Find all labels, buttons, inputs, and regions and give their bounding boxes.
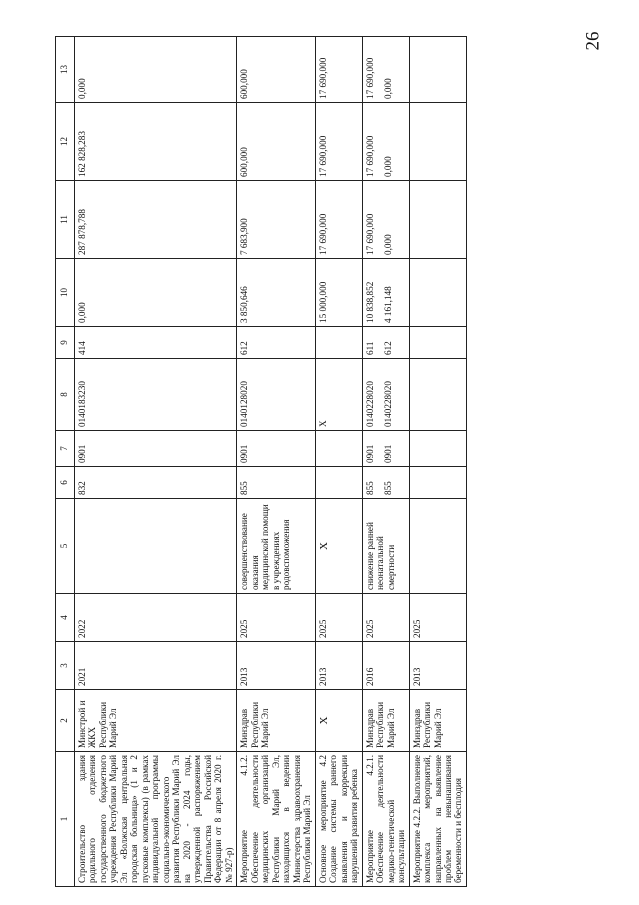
amount-col-11-line: 7 683,900 [239, 218, 250, 255]
budget-code-vr-line: 611 [364, 341, 375, 355]
page-number: 26 [582, 31, 604, 51]
amount-col-11 [75, 181, 237, 259]
amount-col-12 [237, 103, 315, 181]
amount-col-10-line: 4 161,148 [383, 286, 394, 323]
budget-code-rzpr-line [318, 434, 328, 463]
amount-col-10 [237, 259, 315, 327]
budget-code-vr-line [412, 330, 422, 355]
activity-name: Основное мероприятие 4.2 Создание системы раннего выявления и коррекции нарушений развития ребенка [315, 752, 362, 887]
amount-col-10 [315, 259, 362, 327]
budget-code-vr [237, 327, 315, 359]
column-number-row [56, 37, 75, 887]
end-year: 2025 [315, 594, 362, 642]
budget-code-vr [362, 327, 409, 359]
budget-code-csr-line: 0140128020 [239, 381, 250, 427]
amount-col-13-line: 0,000 [77, 78, 87, 99]
amount-col-12 [409, 103, 466, 181]
budget-code-csr-line: 0140183230 [77, 381, 87, 427]
table-body [75, 37, 467, 887]
table-row [315, 37, 362, 887]
activity-name: Строительство здания родильного отделения государственного бюджетного учреждения Республики Марий Эл «Волжская центральная городская больница» (1 и 2 пусковые комплексы) (в рамках индивидуальной программы социально-экономического развития Республики Марий Эл на 2020 - 2024 годы, утвержденной распоряжением Правительства Российской Федерации от 8 апреля 2020 г. № 927-р) [75, 752, 237, 887]
budget-code-rzpr-line [412, 434, 422, 463]
amount-col-13 [315, 37, 362, 103]
table-row [409, 37, 466, 887]
budget-code-grbs [362, 467, 409, 499]
amount-col-12-line: 600,000 [239, 147, 250, 177]
amount-col-11-line: 17 690,000 [364, 213, 375, 255]
budget-code-rzpr [315, 431, 362, 467]
column-number: 10 [56, 259, 75, 327]
amount-col-12 [362, 103, 409, 181]
amount-col-12-line: 162 828,283 [77, 131, 87, 177]
program-table [55, 36, 467, 887]
table-row [75, 37, 237, 887]
budget-code-csr-line [412, 362, 422, 427]
amount-col-10-line: 3 850,646 [239, 286, 250, 323]
amount-col-12 [75, 103, 237, 181]
activity-name: Мероприятие 4.1.2. Обеспечение деятельности медицинских организаций Республики Марий Эл, находящихся в ведении Министерства здравоохранения Республики Марий Эл [237, 752, 315, 887]
budget-code-vr-line: 612 [383, 341, 394, 355]
responsible-executor: Минздрав Республики Марий Эл [237, 690, 315, 752]
start-year: 2016 [362, 642, 409, 690]
amount-col-13 [75, 37, 237, 103]
document-sheet [55, 37, 595, 887]
budget-code-rzpr [237, 431, 315, 467]
amount-col-11-line [412, 184, 422, 255]
budget-code-csr [315, 359, 362, 431]
start-year: 2013 [315, 642, 362, 690]
budget-code-rzpr-line: 0901 [364, 444, 375, 463]
responsible-executor: X [315, 690, 362, 752]
expected-result [75, 499, 237, 594]
responsible-executor: Минстрой и ЖКХ Республики Марий Эл [75, 690, 237, 752]
amount-col-11-line: 17 690,000 [317, 213, 328, 255]
column-number: 3 [56, 642, 75, 690]
budget-code-rzpr [75, 431, 237, 467]
budget-code-csr-line: 0140228020 [364, 381, 375, 427]
amount-col-12-line: 17 690,000 [364, 135, 375, 177]
expected-result [409, 499, 466, 594]
budget-code-grbs-line: 832 [77, 481, 87, 495]
table-row [362, 37, 409, 887]
amount-col-12-line [412, 106, 422, 177]
budget-code-csr [75, 359, 237, 431]
end-year: 2022 [75, 594, 237, 642]
amount-col-10-line: 10 838,852 [364, 281, 375, 323]
budget-code-rzpr [409, 431, 466, 467]
budget-code-rzpr-line: 0901 [239, 444, 250, 463]
amount-col-10 [409, 259, 466, 327]
table-row [237, 37, 315, 887]
start-year: 2021 [75, 642, 237, 690]
budget-code-vr-line: 612 [239, 341, 250, 355]
amount-col-13 [362, 37, 409, 103]
responsible-executor: Минздрав Республики Марий Эл [362, 690, 409, 752]
amount-col-10 [362, 259, 409, 327]
budget-code-vr-line [318, 330, 328, 355]
amount-col-12-line: 17 690,000 [317, 135, 328, 177]
budget-code-csr-line: X [317, 420, 328, 427]
budget-code-rzpr-line: 0901 [77, 444, 87, 463]
amount-col-10-line: 0,000 [77, 302, 87, 323]
column-number: 7 [56, 431, 75, 467]
budget-code-vr [315, 327, 362, 359]
amount-col-12-line: 0,000 [383, 156, 394, 177]
column-number: 12 [56, 103, 75, 181]
budget-code-vr [75, 327, 237, 359]
budget-code-vr [409, 327, 466, 359]
amount-col-11 [362, 181, 409, 259]
amount-col-11 [237, 181, 315, 259]
budget-code-rzpr [362, 431, 409, 467]
column-number: 1 [56, 752, 75, 887]
amount-col-11 [315, 181, 362, 259]
start-year: 2013 [237, 642, 315, 690]
budget-code-grbs-line [412, 470, 422, 495]
amount-col-13 [237, 37, 315, 103]
end-year: 2025 [409, 594, 466, 642]
column-number: 11 [56, 181, 75, 259]
budget-code-grbs [237, 467, 315, 499]
column-number: 6 [56, 467, 75, 499]
activity-name: Мероприятие 4.2.1. Обеспечение деятельности медико-генетической консультации [362, 752, 409, 887]
amount-col-10-line [412, 262, 422, 323]
budget-code-csr [362, 359, 409, 431]
budget-code-grbs-line: 855 [364, 481, 375, 495]
budget-code-grbs-line [318, 470, 328, 495]
budget-code-grbs-line: 855 [239, 481, 250, 495]
budget-code-vr-line: 414 [77, 341, 87, 355]
responsible-executor: Минздрав Республики Марий Эл [409, 690, 466, 752]
budget-code-grbs-line: 855 [383, 481, 394, 495]
end-year: 2025 [237, 594, 315, 642]
budget-code-grbs [75, 467, 237, 499]
end-year: 2025 [362, 594, 409, 642]
budget-code-rzpr-line: 0901 [383, 444, 394, 463]
amount-col-13-line: 17 690,000 [364, 57, 375, 99]
column-number: 5 [56, 499, 75, 594]
amount-col-13-line: 17 690,000 [317, 57, 328, 99]
activity-name: Мероприятие 4.2.2. Выполнение комплекса мероприятий, направленных на выявление проблем невынашивания беременности и бесплодия [409, 752, 466, 887]
amount-col-13-line: 0,000 [383, 78, 394, 99]
budget-code-grbs [409, 467, 466, 499]
expected-result: X [315, 499, 362, 594]
column-number: 8 [56, 359, 75, 431]
start-year: 2013 [409, 642, 466, 690]
amount-col-11 [409, 181, 466, 259]
amount-col-13-line: 600,000 [239, 69, 250, 99]
column-number: 13 [56, 37, 75, 103]
budget-code-csr [409, 359, 466, 431]
amount-col-12 [315, 103, 362, 181]
expected-result: совершенствование оказания медицинской помощи в учреждениях родовспоможения [237, 499, 315, 594]
budget-code-grbs [315, 467, 362, 499]
budget-code-csr [237, 359, 315, 431]
column-number: 2 [56, 690, 75, 752]
amount-col-10-line: 15 000,000 [317, 281, 328, 323]
amount-col-13-line [412, 40, 422, 99]
amount-col-11-line: 287 878,788 [77, 209, 87, 255]
amount-col-11-line: 0,000 [383, 234, 394, 255]
budget-code-csr-line: 0140228020 [383, 381, 394, 427]
amount-col-13 [409, 37, 466, 103]
expected-result: снижение ранней неонатальной смертности [362, 499, 409, 594]
column-number: 9 [56, 327, 75, 359]
amount-col-10 [75, 259, 237, 327]
column-number: 4 [56, 594, 75, 642]
